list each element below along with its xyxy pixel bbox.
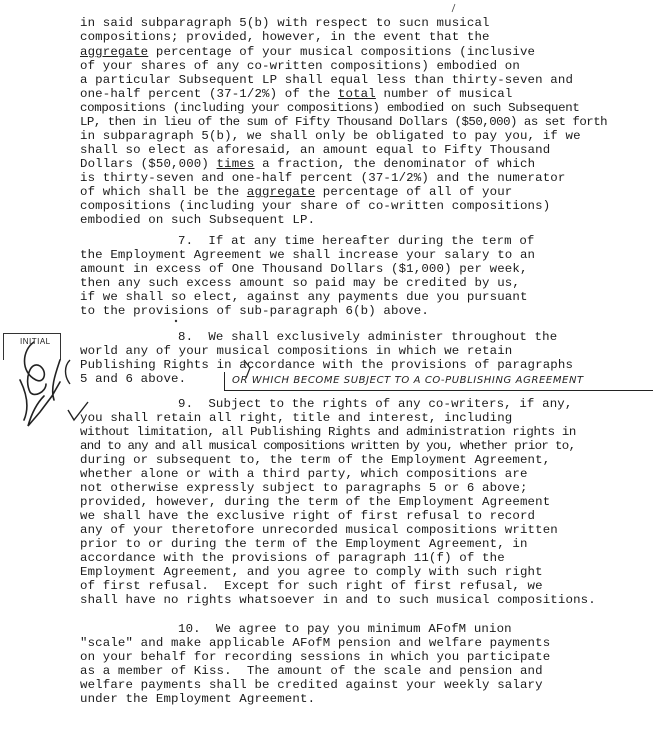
para10-line-4: as a member of Kiss. The amount of the scale and pension and	[80, 664, 543, 678]
para5-line-2: compositions; provided, however, in the event that the	[80, 30, 490, 44]
para5-line-12: is thirty-seven and one-half percent (37-1/2%) and the numerator	[80, 171, 566, 185]
para5-line-13	[80, 185, 512, 199]
text-run: a fraction, the denominator of which	[254, 157, 536, 171]
para8-line-4: 5 and 6 above.	[80, 372, 187, 386]
para9-line-15: shall have no rights whatsoever in and to such musical compositions.	[80, 593, 596, 607]
para5-line-15: embodied on such Subsequent LP.	[80, 213, 316, 227]
underlined-word: times	[216, 157, 255, 171]
para9-line-12: accordance with the provisions of paragraph 11(f) of the	[80, 551, 505, 565]
para5-line-6	[80, 87, 512, 101]
para7-line-3: amount in excess of One Thousand Dollars ($1,000) per week,	[80, 262, 528, 276]
para9-line-14: of first refusal. Except for such right of first refusal, we	[80, 579, 543, 593]
para5-line-9: in subparagraph 5(b), we shall only be obligated to pay you, if we	[80, 129, 581, 143]
top-margin-tick	[452, 4, 455, 12]
para9-line-7: not otherwise expressly subject to paragraphs 5 or 6 above;	[80, 481, 528, 495]
text-run: one-half percent (37-1/2%) of the	[80, 87, 338, 101]
para5-line-7: compositions (including your compositions) embodied on such Subsequent	[80, 101, 580, 115]
para9-line-1: 9. Subject to the rights of any co-writers, if any,	[178, 397, 573, 411]
text-run: percentage of your musical compositions (inclusive	[148, 45, 536, 59]
underlined-word: total	[337, 87, 376, 101]
para7-line-4: then any such excess amount so paid may be credited by us,	[80, 276, 520, 290]
para9-line-6: whether alone or with a third party, which compositions are	[80, 467, 528, 481]
para5-line-5: a particular Subsequent LP shall equal less than thirty-seven and	[80, 73, 574, 87]
para10-line-3: on your behalf for recording sessions in which you participate	[80, 650, 551, 664]
para8-line-3: Publishing Rights in accordance with the provisions of paragraphs	[80, 358, 574, 372]
text-run: number of musical	[375, 87, 513, 101]
handwritten-insert: OR WHICH BECOME SUBJECT TO A CO-PUBLISHING AGREEMENT	[232, 375, 584, 386]
para9-line-2: you shall retain all right, title and interest, including	[80, 411, 513, 425]
para10-line-2: "scale" and make applicable AFofM pension and welfare payments	[80, 636, 551, 650]
para7-line-6: to the provisions of sub-paragraph 6(b) above.	[80, 304, 429, 318]
para5-line-14: compositions (including your share of co-written compositions)	[80, 199, 551, 213]
para5-line-8: LP, then in lieu of the sum of Fifty Thousand Dollars ($50,000) as set forth	[80, 115, 608, 129]
para5-line-11	[80, 157, 535, 171]
para7-line-5: if we shall so elect, against any payments due you pursuant	[80, 290, 528, 304]
para9-line-5: during or subsequent to, the term of the Employment Agreement,	[80, 453, 551, 467]
para9-line-8: provided, however, during the term of the Employment Agreement	[80, 495, 551, 509]
para9-line-9: we shall have the exclusive right of first refusal to record	[80, 509, 536, 523]
initial-box	[3, 333, 61, 360]
para9-line-10: any of your theretofore unrecorded musical compositions written	[80, 523, 558, 537]
para5-line-10: shall so elect as aforesaid, an amount equal to Fifty Thousand	[80, 143, 551, 157]
para10-line-5: welfare payments shall be credited against your weekly salary	[80, 678, 543, 692]
para10-line-6: under the Employment Agreement.	[80, 692, 316, 706]
text-run: Dollars ($50,000)	[80, 157, 217, 171]
para8-line-2: world any of your musical compositions in which we retain	[80, 344, 513, 358]
para5-line-1: in said subparagraph 5(b) with respect to sucn musical	[80, 16, 490, 30]
para7-line-2: the Employment Agreement we shall increase your salary to an	[80, 248, 536, 262]
para7-line-1: 7. If at any time hereafter during the term of	[178, 234, 535, 248]
underlined-word: aggregate	[246, 185, 316, 199]
para9-line-3: without limitation, all Publishing Rights and administration rights in	[80, 425, 576, 439]
para8-line-1: 8. We shall exclusively administer throughout the	[178, 330, 558, 344]
underlined-word: aggregate	[80, 45, 149, 59]
initial-box-label: INITIAL	[20, 337, 51, 346]
para9-line-4: and to any and all musical compositions written by you, whether prior to,	[80, 439, 576, 453]
para10-line-1: 10. We agree to pay you minimum AFofM union	[178, 622, 512, 636]
bracket-mark	[66, 360, 71, 384]
text-run: of which shall be the	[80, 185, 247, 199]
para5-line-4: of your shares of any co-written compositions) embodied on	[80, 59, 520, 73]
text-run: percentage of all of your	[315, 185, 513, 199]
para5-line-3	[80, 45, 535, 59]
stray-dot	[175, 320, 177, 322]
para9-line-13: Employment Agreement, and you agree to comply with such right	[80, 565, 543, 579]
para9-line-11: prior to or during the term of the Employment Agreement, in	[80, 537, 528, 551]
